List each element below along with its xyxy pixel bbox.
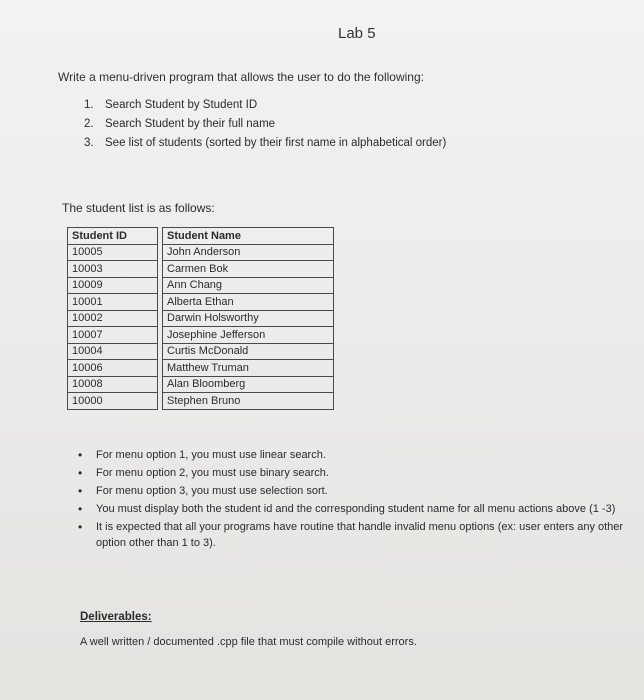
deliverables-text: A well written / documented .cpp file that must compile without errors. bbox=[80, 636, 417, 648]
student-id-cell: 10006 bbox=[68, 360, 158, 377]
menu-option-item: 2. Search Student by their full name bbox=[84, 118, 276, 130]
column-header-student-name: Student Name bbox=[163, 228, 334, 245]
student-name-cell: Alan Bloomberg bbox=[163, 376, 334, 393]
student-name-cell: Stephen Bruno bbox=[163, 393, 334, 410]
table-header-row bbox=[68, 228, 334, 245]
student-id-cell: 10004 bbox=[68, 343, 158, 360]
column-header-student-id: Student ID bbox=[68, 228, 158, 245]
list-item: • It is expected that all your programs have routine that handle invalid menu options (ex: user enters any other option other than 1 to 3). bbox=[78, 520, 624, 549]
student-name-cell: John Anderson bbox=[163, 244, 334, 261]
student-id-cell: 10009 bbox=[68, 277, 158, 294]
student-id-cell: 10007 bbox=[68, 327, 158, 344]
student-name-cell: Darwin Holsworthy bbox=[163, 310, 334, 327]
list-item: • For menu option 1, you must use linear search. bbox=[78, 448, 326, 462]
table-row bbox=[68, 327, 334, 344]
bullet-icon: • bbox=[78, 484, 83, 498]
menu-options-list bbox=[84, 96, 446, 153]
student-id-cell: 10008 bbox=[68, 376, 158, 393]
bullet-icon: • bbox=[78, 448, 83, 462]
table-row bbox=[68, 294, 334, 311]
intro-text: Write a menu-driven program that allows the user to do the following: bbox=[58, 70, 424, 84]
menu-option-item: 3. See list of students (sorted by their first name in alphabetical order) bbox=[84, 137, 447, 149]
bullet-icon: • bbox=[78, 466, 83, 480]
bullet-icon: • bbox=[78, 520, 83, 534]
table-row bbox=[68, 376, 334, 393]
student-id-cell: 10001 bbox=[68, 294, 158, 311]
student-id-cell: 10002 bbox=[68, 310, 158, 327]
page-title: Lab 5 bbox=[338, 25, 376, 42]
table-row bbox=[68, 244, 334, 261]
student-id-cell: 10000 bbox=[68, 393, 158, 410]
student-name-cell: Josephine Jefferson bbox=[163, 327, 334, 344]
student-name-cell: Ann Chang bbox=[163, 277, 334, 294]
list-item: • For menu option 2, you must use binary search. bbox=[78, 466, 329, 480]
student-table bbox=[67, 227, 334, 410]
student-name-cell: Curtis McDonald bbox=[163, 343, 334, 360]
menu-option-item: 1. Search Student by Student ID bbox=[84, 99, 258, 111]
table-row bbox=[68, 343, 334, 360]
student-name-cell: Matthew Truman bbox=[163, 360, 334, 377]
table-row bbox=[68, 261, 334, 278]
student-id-cell: 10005 bbox=[68, 244, 158, 261]
student-name-cell: Carmen Bok bbox=[163, 261, 334, 278]
table-row bbox=[68, 393, 334, 410]
student-id-cell: 10003 bbox=[68, 261, 158, 278]
table-row bbox=[68, 277, 334, 294]
requirements-list bbox=[78, 448, 628, 554]
deliverables-heading: Deliverables: bbox=[80, 611, 152, 623]
table-row bbox=[68, 310, 334, 327]
bullet-icon: • bbox=[78, 502, 83, 516]
table-row bbox=[68, 360, 334, 377]
list-item: • For menu option 3, you must use selection sort. bbox=[78, 484, 328, 498]
list-item: • You must display both the student id and the corresponding student name for all menu actions above (1 -3) bbox=[78, 502, 616, 516]
table-caption: The student list is as follows: bbox=[62, 201, 215, 215]
student-name-cell: Alberta Ethan bbox=[163, 294, 334, 311]
